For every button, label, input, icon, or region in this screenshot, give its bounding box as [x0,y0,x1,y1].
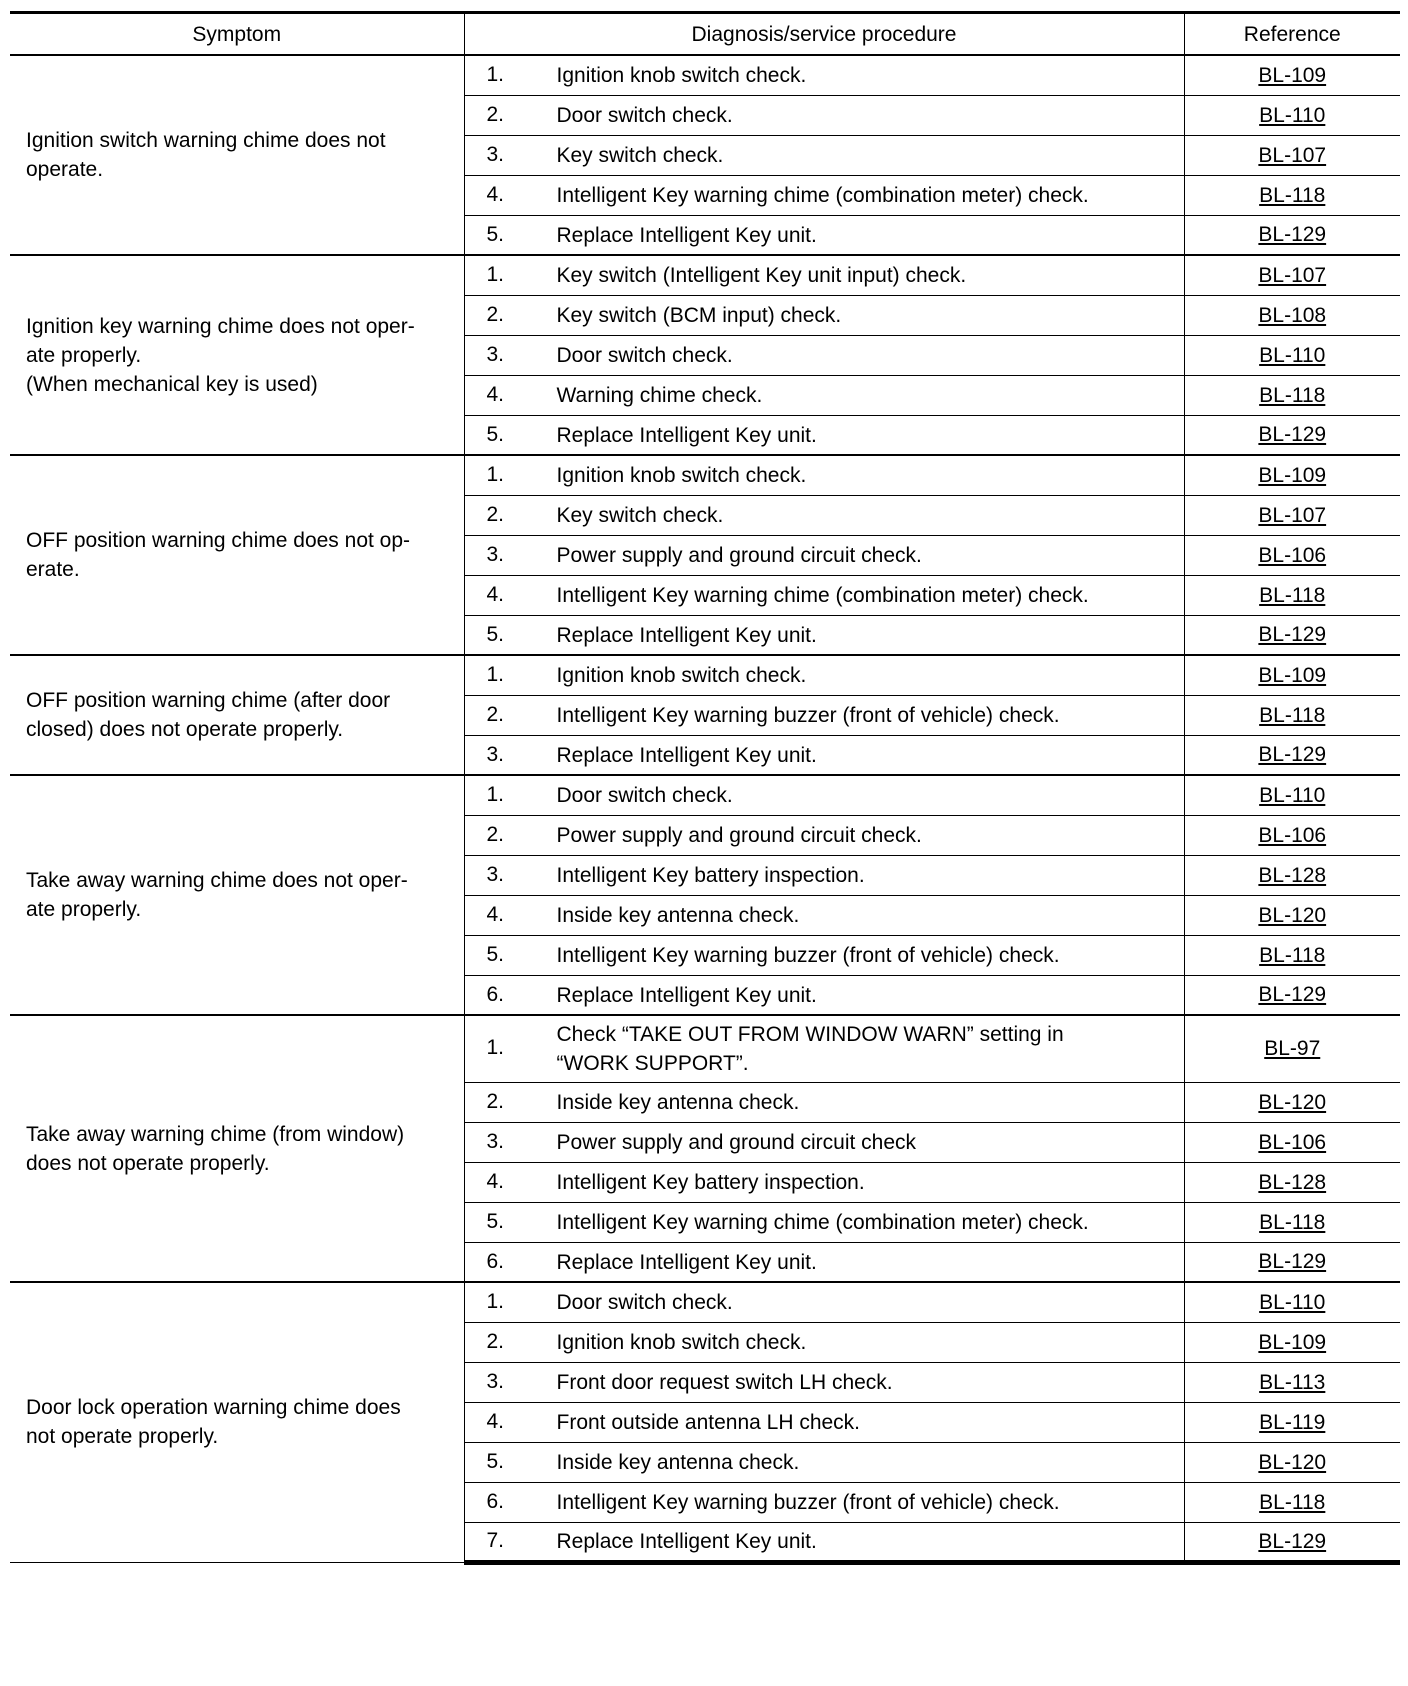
step-text-block [557,1128,917,1157]
procedure-cell [464,175,1184,215]
step-text: Ignition knob switch check. [556,464,807,488]
step-text-block [557,781,733,810]
reference-link[interactable]: BL-107 [1258,263,1327,287]
table-row [10,255,1400,295]
step-text-block [557,301,842,330]
reference-link[interactable]: BL-128 [1258,1170,1327,1194]
procedure-cell [464,455,1184,495]
step-number: 5. [486,222,505,246]
reference-link[interactable]: BL-120 [1258,903,1327,927]
reference-cell [1184,455,1400,495]
step-text-block [557,541,922,570]
reference-cell [1184,495,1400,535]
step-text: Door switch check. [556,343,733,367]
step-number: 3. [486,143,505,167]
step-number: 2. [486,503,505,527]
step-text-block [557,1408,861,1437]
step-text-block [557,1288,733,1317]
symptom-cell [10,775,464,1015]
symptom-cell [10,1282,464,1562]
step-text: Front door request switch LH check. [556,1370,893,1394]
procedure-cell [464,1282,1184,1322]
procedure-cell [464,855,1184,895]
procedure-cell [464,295,1184,335]
step-text: Key switch (Intelligent Key unit input) check. [556,264,967,288]
step-text-block [557,61,807,90]
step-number: 2. [486,703,505,727]
step-text-block [557,1527,817,1556]
symptom-text: closed) does not operate properly. [26,718,344,741]
step-text: Replace Intelligent Key unit. [556,1250,817,1274]
step-text: Replace Intelligent Key unit. [556,223,817,247]
header-procedure: Diagnosis/service procedure [464,13,1184,56]
symptom-text: Ignition key warning chime does not oper- [26,314,415,338]
reference-link[interactable]: BL-107 [1258,143,1327,167]
symptom-cell [10,55,464,255]
reference-cell [1184,695,1400,735]
step-number: 1. [486,263,505,287]
step-text-block [557,261,967,290]
reference-cell [1184,855,1400,895]
reference-link[interactable]: BL-118 [1259,1490,1326,1514]
step-text: Replace Intelligent Key unit. [556,423,817,447]
step-number: 5. [486,622,505,646]
step-text-block [557,981,817,1010]
reference-link[interactable]: BL-118 [1259,943,1326,967]
step-number: 1. [486,663,505,687]
reference-cell [1184,95,1400,135]
reference-link[interactable]: BL-129 [1258,223,1327,247]
symptom-cell [10,455,464,655]
step-text-block [557,1368,893,1397]
table-row [10,455,1400,495]
reference-link[interactable]: BL-119 [1259,1410,1326,1434]
procedure-cell [464,1402,1184,1442]
step-text: Inside key antenna check. [556,903,800,927]
procedure-cell [464,1522,1184,1562]
reference-link[interactable]: BL-129 [1258,1250,1327,1274]
procedure-cell [464,415,1184,455]
table-row [10,1282,1400,1322]
step-text-block [557,901,800,930]
reference-cell [1184,175,1400,215]
reference-cell [1184,295,1400,335]
step-text: Intelligent Key battery inspection. [556,863,865,887]
reference-cell [1184,1242,1400,1282]
procedure-cell [464,1482,1184,1522]
reference-link[interactable]: BL-106 [1258,1130,1327,1154]
procedure-cell [464,775,1184,815]
step-text-block [557,1448,800,1477]
reference-link[interactable]: BL-128 [1258,863,1327,887]
reference-cell [1184,415,1400,455]
reference-cell [1184,895,1400,935]
step-number: 2. [486,303,505,327]
symptom-cell [10,255,464,455]
reference-cell [1184,1015,1400,1082]
reference-cell [1184,1362,1400,1402]
step-text: Intelligent Key warning chime (combination meter) check. [556,1210,1089,1234]
reference-cell [1184,1162,1400,1202]
step-text: Intelligent Key warning buzzer (front of vehicle) check. [556,1490,1060,1514]
step-text-block [557,941,1060,970]
procedure-cell [464,1442,1184,1482]
step-text-block [557,141,724,170]
reference-cell [1184,55,1400,95]
step-text: Door switch check. [556,784,733,808]
symptom-cell [10,655,464,775]
step-text: Door switch check. [556,1291,733,1315]
step-number: 4. [486,183,505,207]
reference-cell [1184,1402,1400,1442]
step-text: Warning chime check. [556,383,763,407]
symptom-text: does not operate properly. [26,1151,270,1175]
step-text: Intelligent Key warning chime (combination meter) check. [556,183,1089,207]
reference-link[interactable]: BL-118 [1259,183,1326,207]
step-number: 2. [486,103,505,127]
step-text: Intelligent Key warning buzzer (front of vehicle) check. [556,703,1060,727]
step-number: 3. [486,863,505,887]
procedure-cell [464,135,1184,175]
step-number: 3. [486,1370,505,1394]
step-text-block [557,221,817,250]
reference-link[interactable]: BL-110 [1259,1290,1326,1314]
step-text: Power supply and ground circuit check [556,1130,917,1154]
symptom-text: Take away warning chime does not oper- [26,869,408,892]
step-number: 3. [486,343,505,367]
procedure-cell [464,535,1184,575]
reference-link[interactable]: BL-129 [1258,983,1327,1007]
reference-cell [1184,1202,1400,1242]
step-text-block [557,701,1060,730]
reference-link[interactable]: BL-106 [1258,823,1327,847]
step-text-block [557,1248,817,1277]
procedure-cell [464,895,1184,935]
step-number: 2. [486,1090,505,1114]
step-number: 1. [486,63,505,87]
symptom-text: ate properly. [26,898,142,921]
step-text: Door switch check. [556,103,733,127]
step-number: 2. [486,823,505,847]
symptom-text: Ignition switch warning chime does not [26,129,386,152]
step-number: 3. [486,742,505,766]
step-text: Ignition knob switch check. [556,64,807,88]
reference-link[interactable]: BL-109 [1258,663,1327,687]
reference-link[interactable]: BL-109 [1258,63,1327,87]
step-text-block [557,1328,807,1357]
symptom-text: operate. [26,158,104,181]
step-text: Replace Intelligent Key unit. [556,743,817,767]
step-text: Replace Intelligent Key unit. [556,1529,817,1553]
reference-link[interactable]: BL-110 [1259,783,1326,807]
reference-cell [1184,335,1400,375]
header-reference: Reference [1184,13,1400,56]
step-number: 7. [486,1529,505,1553]
procedure-cell [464,335,1184,375]
symptom-text: OFF position warning chime (after door [26,689,391,712]
step-text-block [557,461,807,490]
procedure-cell [464,215,1184,255]
step-number: 4. [486,1410,505,1434]
procedure-cell [464,375,1184,415]
step-text-block [557,741,817,770]
reference-cell [1184,1082,1400,1122]
step-text: Replace Intelligent Key unit. [556,983,817,1007]
procedure-cell [464,1322,1184,1362]
reference-link[interactable]: BL-129 [1258,1529,1327,1553]
step-number: 1. [486,1290,505,1314]
reference-cell [1184,1522,1400,1562]
reference-link[interactable]: BL-118 [1259,383,1326,407]
reference-link[interactable]: BL-118 [1259,583,1326,607]
diagnosis-table [10,11,1400,1565]
header-symptom: Symptom [10,13,464,56]
reference-link[interactable]: BL-120 [1258,1090,1327,1114]
reference-cell [1184,255,1400,295]
step-text: Ignition knob switch check. [556,1330,807,1354]
symptom-text: not operate properly. [26,1425,219,1449]
step-text: Intelligent Key battery inspection. [556,1170,865,1194]
procedure-cell [464,55,1184,95]
reference-cell [1184,535,1400,575]
step-text: Front outside antenna LH check. [556,1410,861,1434]
reference-link[interactable]: BL-108 [1258,303,1327,327]
procedure-cell [464,975,1184,1015]
step-text: Power supply and ground circuit check. [556,823,922,847]
symptom-cell [10,1015,464,1282]
step-number: 6. [486,1490,505,1514]
header-row [10,13,1400,56]
step-text: Inside key antenna check. [556,1450,800,1474]
reference-cell [1184,215,1400,255]
reference-link[interactable]: BL-129 [1258,743,1327,767]
step-text-block [557,381,763,410]
reference-cell [1184,1282,1400,1322]
procedure-cell [464,1242,1184,1282]
step-text-block [557,421,817,450]
step-number: 5. [486,1210,505,1234]
step-text-block [557,621,817,650]
reference-cell [1184,1322,1400,1362]
step-number: 5. [486,422,505,446]
reference-link[interactable]: BL-113 [1259,1370,1326,1394]
symptom-text: ate properly. [26,343,142,367]
procedure-cell [464,255,1184,295]
reference-cell [1184,135,1400,175]
reference-link[interactable]: BL-110 [1259,103,1326,127]
step-text: Inside key antenna check. [556,1090,800,1114]
table-row [10,1015,1400,1082]
step-number: 4. [486,1170,505,1194]
reference-cell [1184,975,1400,1015]
procedure-cell [464,1202,1184,1242]
step-number: 6. [486,982,505,1006]
reference-link[interactable]: BL-129 [1258,623,1327,647]
reference-link[interactable]: BL-109 [1258,463,1327,487]
step-text-block [557,1488,1060,1517]
symptom-text: Take away warning chime (from window) [26,1122,405,1146]
reference-cell [1184,935,1400,975]
step-text-block [557,501,724,530]
reference-cell [1184,615,1400,655]
step-text-block [557,101,733,130]
step-text: “WORK SUPPORT”. [556,1051,749,1075]
step-number: 1. [486,783,505,807]
step-text-block [557,1168,865,1197]
step-text: Check “TAKE OUT FROM WINDOW WARN” setting in [556,1022,1064,1046]
step-text: Replace Intelligent Key unit. [556,623,817,647]
procedure-cell [464,815,1184,855]
reference-link[interactable]: BL-129 [1258,423,1327,447]
procedure-cell [464,495,1184,535]
procedure-cell [464,935,1184,975]
procedure-cell [464,575,1184,615]
step-text-block [557,1208,1089,1237]
step-text: Power supply and ground circuit check. [556,543,922,567]
procedure-cell [464,1162,1184,1202]
symptom-text: Door lock operation warning chime does [26,1396,401,1420]
step-text-block [557,1088,800,1117]
table-row [10,655,1400,695]
reference-link[interactable]: BL-118 [1259,1210,1326,1234]
step-number: 4. [486,383,505,407]
reference-cell [1184,1122,1400,1162]
step-number: 1. [486,463,505,487]
reference-link[interactable]: BL-118 [1259,703,1326,727]
reference-cell [1184,655,1400,695]
procedure-cell [464,1362,1184,1402]
step-number: 3. [486,1130,505,1154]
reference-cell [1184,1442,1400,1482]
reference-link[interactable]: BL-106 [1258,543,1327,567]
procedure-cell [464,95,1184,135]
step-number: 3. [486,543,505,567]
reference-link[interactable]: BL-110 [1259,343,1326,367]
reference-cell [1184,1482,1400,1522]
procedure-cell [464,655,1184,695]
step-text-block [557,861,865,890]
step-text-block [557,341,733,370]
step-text: Key switch check. [556,143,724,167]
reference-link[interactable]: BL-120 [1258,1450,1327,1474]
reference-cell [1184,775,1400,815]
reference-cell [1184,375,1400,415]
step-number: 6. [486,1249,505,1273]
reference-link[interactable]: BL-97 [1264,1037,1321,1061]
symptom-text: erate. [26,558,80,581]
procedure-cell [464,1015,1184,1082]
reference-link[interactable]: BL-107 [1258,503,1327,527]
step-text-block [557,821,922,850]
step-text-block [557,1020,1064,1078]
step-number: 5. [486,1450,505,1474]
step-text-block [557,661,807,690]
step-text-block [557,181,1089,210]
reference-link[interactable]: BL-109 [1258,1330,1327,1354]
procedure-cell [464,1082,1184,1122]
symptom-text: OFF position warning chime does not op- [26,529,411,552]
step-text: Ignition knob switch check. [556,664,807,688]
step-text-block [557,581,1089,610]
symptom-text: (When mechanical key is used) [26,372,318,396]
step-text: Intelligent Key warning chime (combination meter) check. [556,583,1089,607]
procedure-cell [464,735,1184,775]
step-text: Intelligent Key warning buzzer (front of vehicle) check. [556,943,1060,967]
step-number: 4. [486,583,505,607]
step-text: Key switch check. [556,503,724,527]
step-number: 2. [486,1330,505,1354]
step-number: 1. [486,1036,505,1060]
reference-cell [1184,735,1400,775]
reference-cell [1184,815,1400,855]
procedure-cell [464,695,1184,735]
procedure-cell [464,1122,1184,1162]
step-number: 5. [486,943,505,967]
step-text: Key switch (BCM input) check. [556,303,842,327]
procedure-cell [464,615,1184,655]
step-number: 4. [486,903,505,927]
table-row [10,775,1400,815]
reference-cell [1184,575,1400,615]
table-row [10,55,1400,95]
